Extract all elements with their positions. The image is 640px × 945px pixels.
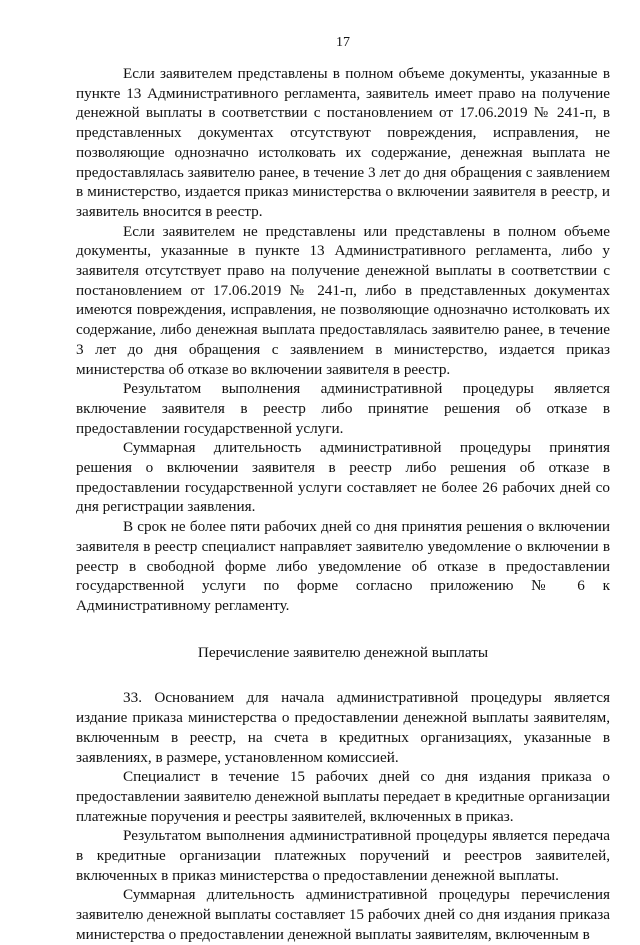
paragraph: В срок не более пяти рабочих дней со дня принятия решения о включении заявителя в реестр специалист направляет заявителю уведомление о включении в реестр в свободной форме либо уведомление об отказе в предоставлении государственной услуги по форме согласно приложению № 6 к Административному регламенту. bbox=[76, 518, 610, 614]
paragraph: Специалист в течение 15 рабочих дней со дня издания приказа о предоставлении заявителю денежной выплаты передает в кредитные организации платежные поручения и реестры заявителей, включенных в приказ. bbox=[76, 768, 610, 825]
paragraph: Суммарная длительность административной процедуры принятия решения о включении заявителя в реестр либо решения об отказе в предоставлении государственной услуги составляет не более 26 рабочих дней со дня регистрации заявления. bbox=[76, 439, 610, 516]
paragraph: Результатом выполнения административной процедуры является передача в кредитные организации платежных поручений и реестров заявителей, включенных в приказ министерства о предоставлении денежной выплаты. bbox=[76, 827, 610, 884]
paragraph: 33. Основанием для начала административной процедуры является издание приказа министерства о предоставлении денежной выплаты заявителям, включенным в реестр, на счета в кредитных организациях, указанные в заявлениях, в размере, установленном комиссией. bbox=[76, 689, 610, 766]
paragraph: Если заявителем не представлены или представлены в полном объеме документы, указанные в пункте 13 Административного регламента, либо у заявителя отсутствует право на получение денежной выплаты в соответствии с постановлением от 17.06.2019 № 241-п, либо в представленных документах имеются повреждения, исправления, не позволяющие однозначно истолковать их содержание, либо денежная выплата предоставлялась заявителю ранее, в течение 3 лет до дня обращения с заявлением в министерство, издается приказ министерства об отказе во включении заявителя в реестр. bbox=[76, 222, 610, 378]
paragraph: Суммарная длительность административной процедуры перечисления заявителю денежной выплаты составляет 15 рабочих дней со дня издания приказа министерства о предоставлении денежной выплаты заявителям, включенным в bbox=[76, 886, 610, 943]
page-number: 17 bbox=[336, 35, 350, 50]
section-heading: Перечисление заявителю денежной выплаты bbox=[197, 643, 489, 661]
paragraph: Если заявителем представлены в полном объеме документы, указанные в пункте 13 Административного регламента, заявитель имеет право на получение денежной выплаты в соответствии с постановлением от 17.06.2019 № 241-п, в представленных документах отсутствуют повреждения, исправления, не позволяющие однозначно истолковать их содержание, денежная выплата не предоставлялась заявителю ранее, в течение 3 лет до дня обращения с заявлением в министерство, издается приказ министерства о включении заявителя в реестр, и заявитель вносится в реестр. bbox=[76, 65, 610, 220]
paragraph: Результатом выполнения административной процедуры является включение заявителя в реестр либо принятие решения об отказе в предоставлении государственной услуги. bbox=[76, 380, 610, 437]
